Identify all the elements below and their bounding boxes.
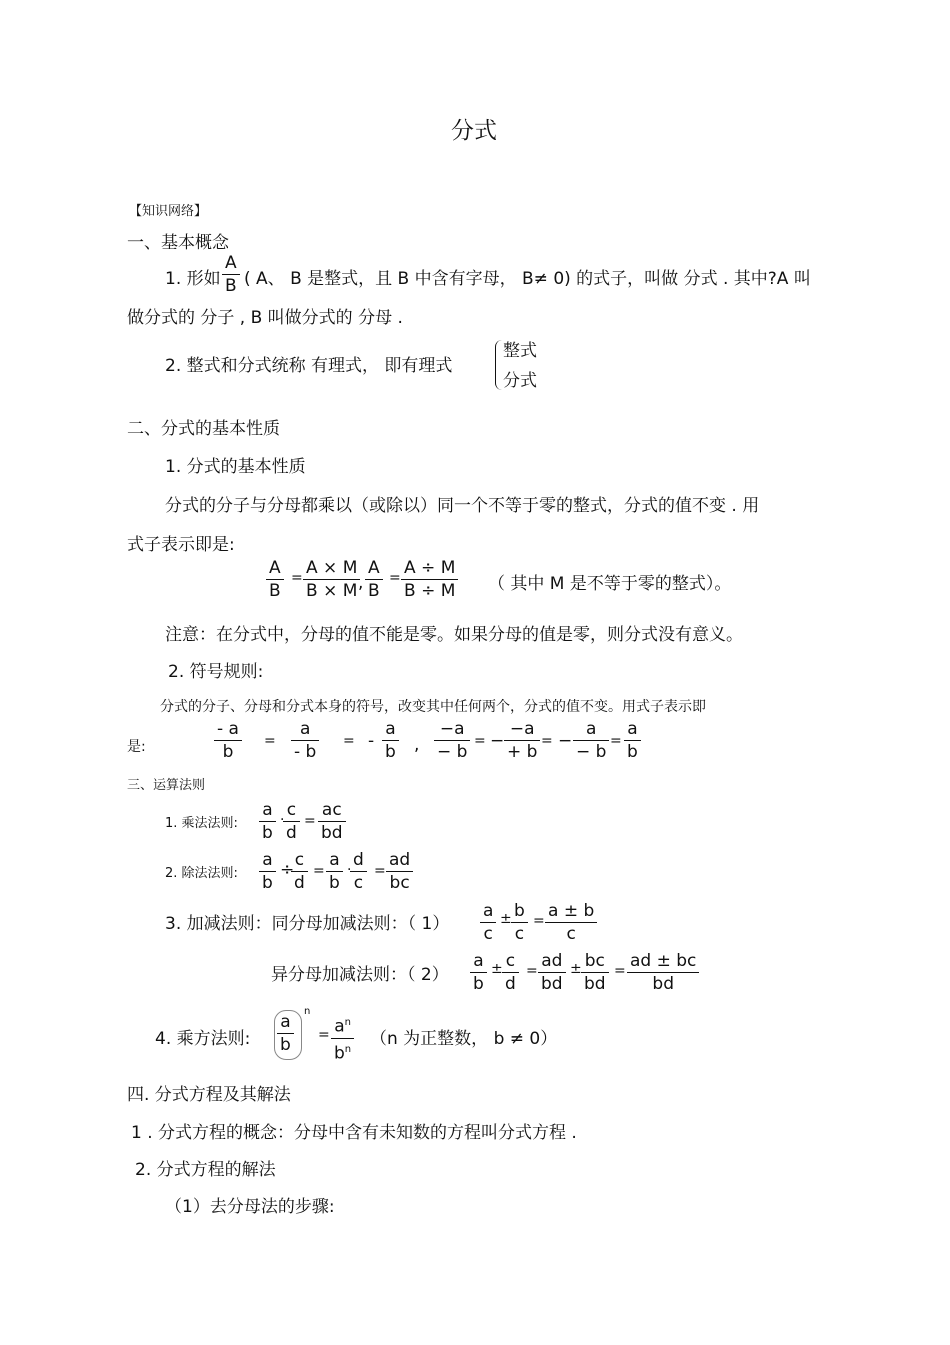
add2-frac-a-b	[470, 950, 487, 995]
numerator: - a	[214, 718, 242, 741]
page-title: 分式	[451, 118, 497, 144]
times-sign: ·	[347, 862, 352, 878]
sign-frac-7	[624, 718, 641, 763]
denominator: b	[262, 873, 273, 893]
equals-sign: =	[474, 733, 486, 749]
div-frac-result	[386, 849, 413, 894]
numerator: a ± b	[545, 900, 597, 923]
numerator: d	[350, 849, 367, 872]
formula-frac-a-b-2	[365, 557, 383, 602]
p1-text: ( A、 B 是整式，且 B 中含有字母， B≠ 0) 的式子，叫做 分式 . 其中?A 叫	[244, 269, 811, 289]
numerator: ad ± bc	[627, 950, 699, 973]
mul-frac-c-d	[283, 799, 300, 844]
numerator: a	[573, 718, 609, 741]
equals-sign: =	[264, 733, 276, 749]
times-sign: ·	[280, 812, 285, 828]
denominator: c	[353, 873, 364, 893]
formula-frac-axm	[303, 557, 360, 602]
sign-frac-5	[504, 718, 540, 763]
numerator: b	[511, 900, 528, 923]
add2-frac-result	[627, 950, 699, 995]
numerator: bc	[581, 950, 609, 973]
denominator: b	[222, 742, 234, 762]
div-frac-a-b-2	[326, 849, 343, 894]
add2-frac-ad-bd	[538, 950, 566, 995]
note-text: 注意：在分式中，分母的值不能是零。如果分母的值是零，则分式没有意义。	[165, 625, 743, 645]
numerator: a	[277, 1011, 294, 1034]
pow-frac-result	[331, 1012, 354, 1064]
formula-frac-a-b	[266, 557, 284, 602]
comma: ,	[358, 573, 364, 593]
div-frac-a-b	[259, 849, 276, 894]
denominator: B	[269, 581, 281, 601]
section-heading-3: 三、运算法则	[127, 778, 206, 793]
property-paragraph: 分式的分子与分母都乘以（或除以）同一个不等于零的整式，分式的值不变 . 用	[165, 496, 760, 516]
mul-frac-a-b	[259, 799, 276, 844]
p1-fraction	[222, 252, 240, 297]
numerator: a	[259, 799, 276, 822]
sign-frac-4	[434, 718, 470, 763]
numerator: ac	[318, 799, 346, 822]
sign-frac-6	[573, 718, 609, 763]
property-paragraph-line2: 式子表示即是:	[127, 535, 235, 555]
subheading-basic-property: 1. 分式的基本性质	[165, 457, 306, 477]
minus-sign: -	[368, 731, 375, 751]
plus-minus-sign: ±	[500, 911, 512, 927]
base-b: b	[334, 1043, 345, 1064]
numerator: A × M	[303, 557, 360, 580]
plus-minus-sign: ±	[570, 961, 582, 977]
formula-frac-adm	[401, 557, 458, 602]
pow-frac-a-b	[277, 1011, 294, 1056]
mul-frac-result	[318, 799, 346, 844]
numerator: a	[624, 718, 641, 741]
numerator: A	[222, 252, 240, 275]
add-frac-b-c	[511, 900, 528, 945]
numerator: c	[283, 799, 300, 822]
numerator: A ÷ M	[401, 557, 458, 580]
equals-sign: =	[541, 733, 553, 749]
section-heading-1: 一、基本概念	[127, 233, 229, 253]
p1-line2: 做分式的 分子 , B 叫做分式的 分母 .	[127, 308, 403, 328]
s4-item-3: （1）去分母法的步骤:	[165, 1197, 335, 1217]
equals-sign: =	[526, 963, 538, 979]
denominator: c	[566, 924, 576, 944]
denominator: b	[473, 974, 484, 994]
minus-sign: −	[558, 731, 573, 751]
numerator: a	[259, 849, 276, 872]
denominator: b	[385, 742, 396, 762]
equals-sign: =	[313, 863, 325, 879]
denominator: b	[329, 873, 340, 893]
minus-sign: −	[490, 731, 505, 751]
numerator: −a	[434, 718, 470, 741]
equals-sign: =	[614, 963, 626, 979]
denominator: bd	[652, 974, 674, 994]
divide-sign: ÷	[280, 860, 295, 880]
numerator: ad	[538, 950, 566, 973]
numerator: c	[291, 849, 308, 872]
equals-sign: =	[389, 570, 401, 586]
sign-frac-2	[291, 718, 319, 763]
exponent-n: n	[344, 1017, 351, 1028]
denominator: − b	[576, 742, 607, 762]
exponent-n: n	[304, 1006, 311, 1017]
comma: ,	[414, 735, 420, 755]
denominator: bd	[584, 974, 606, 994]
denominator: b	[280, 1035, 291, 1055]
denominator: B	[368, 581, 380, 601]
numerator: A	[266, 557, 284, 580]
add2-rule-label: 异分母加减法则：（ 2）	[271, 965, 449, 985]
equals-sign: =	[318, 1027, 330, 1043]
denominator: bc	[389, 873, 410, 893]
equals-sign: =	[374, 863, 386, 879]
numerator: a	[382, 718, 399, 741]
equals-sign: =	[533, 913, 545, 929]
denominator: B	[225, 276, 237, 296]
numerator: c	[502, 950, 519, 973]
add2-frac-bc-bd	[581, 950, 609, 995]
div-frac-c-d	[291, 849, 308, 894]
brace-bottom: 分式	[503, 371, 537, 391]
numerator: a	[326, 849, 343, 872]
brace-icon	[495, 340, 502, 390]
plus-minus-sign: ±	[491, 961, 503, 977]
pow-rule-label: 4. 乘方法则:	[155, 1029, 251, 1049]
numerator: a	[291, 718, 319, 741]
sign-frac-1	[214, 718, 242, 763]
denominator: − b	[437, 742, 468, 762]
denominator: B × M	[306, 581, 358, 601]
equals-sign: =	[343, 733, 355, 749]
denominator	[331, 1039, 354, 1065]
denominator: d	[505, 974, 516, 994]
add2-frac-c-d	[502, 950, 519, 995]
exponent-n: n	[344, 1043, 352, 1055]
numerator: a	[470, 950, 487, 973]
denominator: c	[483, 924, 493, 944]
p2-text: 2. 整式和分式统称 有理式， 即有理式	[165, 356, 453, 376]
denominator: - b	[294, 742, 317, 762]
pow-rule-note: （n 为正整数， b ≠ 0）	[370, 1029, 558, 1049]
denominator: bd	[321, 823, 343, 843]
numerator: a	[480, 900, 496, 923]
equals-sign: =	[304, 813, 316, 829]
denominator: + b	[507, 742, 538, 762]
s4-item-1: 1 . 分式方程的概念：分母中含有未知数的方程叫分式方程 .	[131, 1123, 577, 1143]
add-frac-a-c	[480, 900, 496, 945]
add-rule-label: 3. 加减法则：同分母加减法则：（ 1）	[165, 914, 450, 934]
add-frac-result	[545, 900, 597, 945]
section-heading-2: 二、分式的基本性质	[127, 419, 280, 439]
base-a: a	[334, 1016, 345, 1037]
div-frac-d-c	[350, 849, 367, 894]
denominator: b	[262, 823, 273, 843]
denominator: bd	[541, 974, 563, 994]
p1-prefix: 1. 形如	[165, 269, 221, 289]
denominator: c	[514, 924, 525, 944]
section-heading-4: 四. 分式方程及其解法	[127, 1085, 291, 1105]
div-rule-label: 2. 除法法则:	[165, 866, 238, 881]
sign-rule-is: 是:	[127, 739, 146, 755]
section-tag: 【知识网络】	[129, 204, 208, 219]
numerator: A	[365, 557, 383, 580]
denominator: b	[627, 742, 638, 762]
numerator: −a	[504, 718, 540, 741]
sign-rule-paragraph: 分式的分子、分母和分式本身的符号，改变其中任何两个，分式的值不变。用式子表示即	[160, 699, 706, 715]
denominator: B ÷ M	[404, 581, 456, 601]
subheading-sign-rule: 2. 符号规则:	[168, 662, 264, 682]
numerator	[331, 1012, 354, 1039]
equals-sign: =	[291, 570, 303, 586]
mul-rule-label: 1. 乘法法则:	[165, 816, 238, 831]
numerator: ad	[386, 849, 413, 872]
denominator: d	[286, 823, 297, 843]
brace-top: 整式	[503, 341, 537, 361]
denominator: d	[294, 873, 305, 893]
equals-sign: =	[610, 733, 622, 749]
s4-item-2: 2. 分式方程的解法	[135, 1160, 276, 1180]
sign-frac-3	[382, 718, 399, 763]
formula-note: （ 其中 M 是不等于零的整式）。	[488, 574, 732, 594]
